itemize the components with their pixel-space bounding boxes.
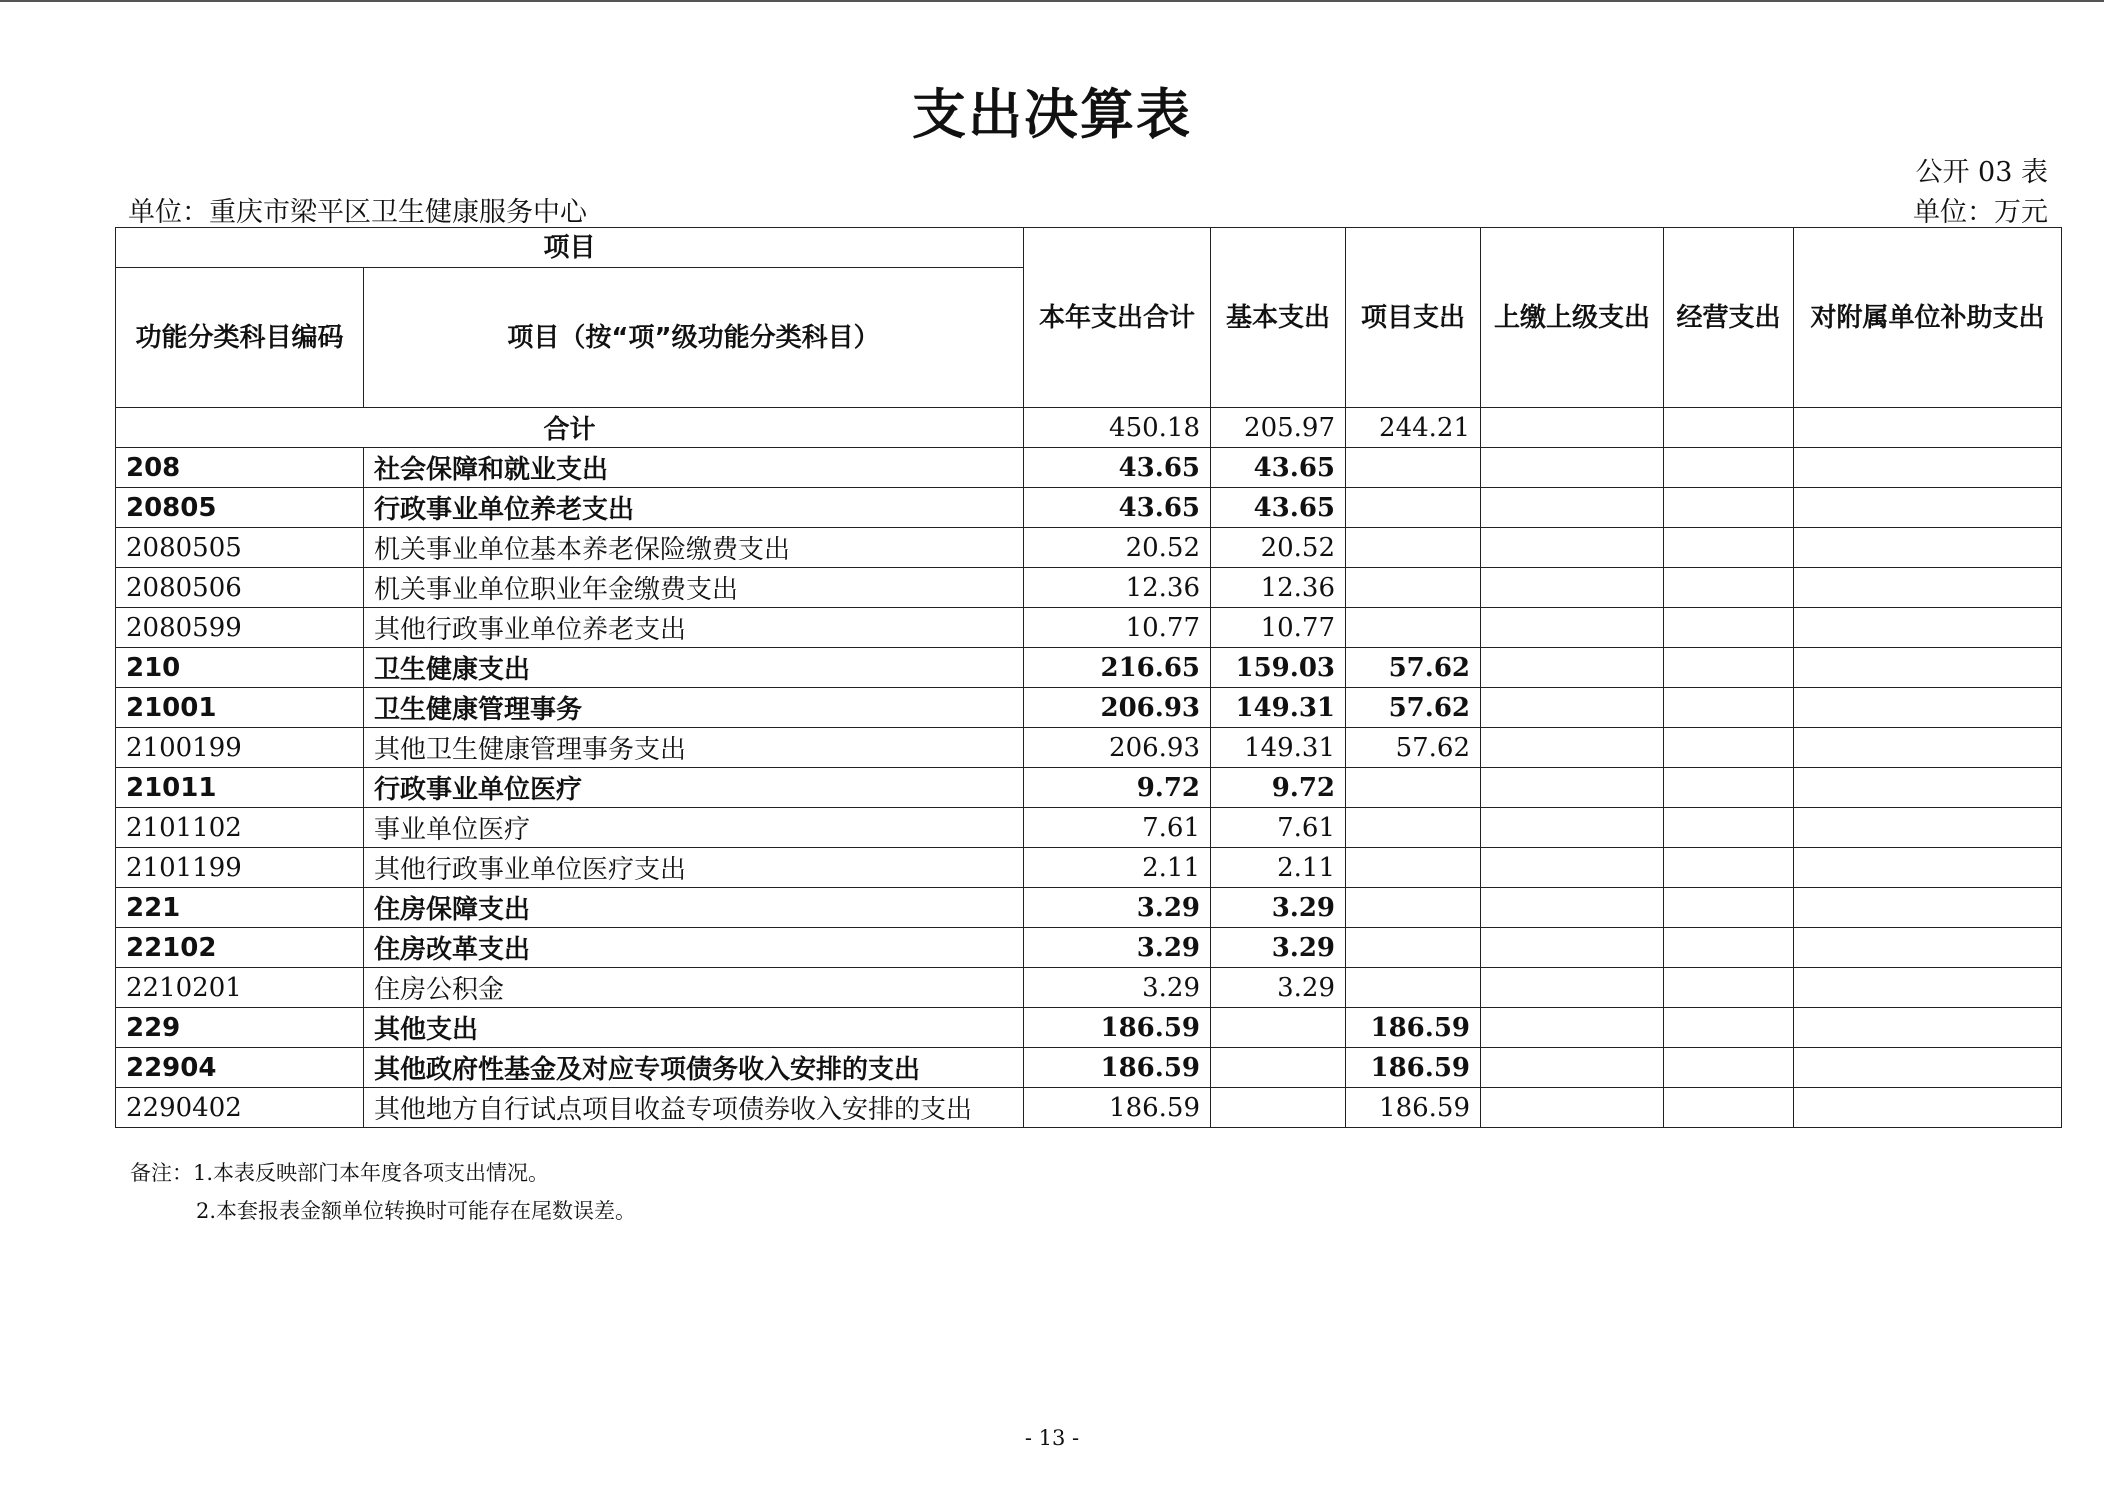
row-subsidy [1794,608,2062,648]
table-row [116,608,2062,648]
row-subsidy [1794,1008,2062,1048]
row-basic: 10.77 [1211,608,1346,648]
row-basic: 149.31 [1211,688,1346,728]
header-upper: 上缴上级支出 [1481,228,1664,408]
table-row [116,848,2062,888]
row-project [1346,968,1481,1008]
row-business [1664,848,1794,888]
row-project: 186.59 [1346,1008,1481,1048]
row-subsidy [1794,728,2062,768]
row-name: 其他卫生健康管理事务支出 [364,728,1024,768]
row-project: 57.62 [1346,648,1481,688]
header-name: 项目（按“项”级功能分类科目） [364,268,1024,408]
row-upper [1481,648,1664,688]
row-code: 2100199 [116,728,364,768]
row-subsidy [1794,1088,2062,1128]
row-total: 3.29 [1024,888,1211,928]
row-total: 206.93 [1024,688,1211,728]
row-upper [1481,1008,1664,1048]
row-basic [1211,1008,1346,1048]
row-total: 186.59 [1024,1088,1211,1128]
row-total: 9.72 [1024,768,1211,808]
row-basic: 149.31 [1211,728,1346,768]
row-project: 57.62 [1346,728,1481,768]
row-name: 其他支出 [364,1008,1024,1048]
row-name: 行政事业单位养老支出 [364,488,1024,528]
row-basic: 3.29 [1211,888,1346,928]
row-code: 2080599 [116,608,364,648]
row-project [1346,808,1481,848]
header-subsidy: 对附属单位补助支出 [1794,228,2062,408]
top-border-line [0,0,2104,2]
table-row [116,448,2062,488]
table-row [116,928,2062,968]
total-project: 244.21 [1346,408,1481,448]
row-business [1664,768,1794,808]
row-project: 57.62 [1346,688,1481,728]
header-business: 经营支出 [1664,228,1794,408]
row-business [1664,608,1794,648]
row-business [1664,1048,1794,1088]
row-code: 210 [116,648,364,688]
row-code: 21011 [116,768,364,808]
notes [130,1154,636,1230]
table-row [116,728,2062,768]
row-total: 10.77 [1024,608,1211,648]
row-name: 机关事业单位基本养老保险缴费支出 [364,528,1024,568]
row-project [1346,768,1481,808]
row-business [1664,568,1794,608]
row-name: 其他政府性基金及对应专项债务收入安排的支出 [364,1048,1024,1088]
row-code: 2080506 [116,568,364,608]
row-code: 208 [116,448,364,488]
unit-currency: 单位：万元 [1913,197,2048,228]
row-project [1346,928,1481,968]
row-basic: 12.36 [1211,568,1346,608]
row-business [1664,528,1794,568]
row-business [1664,1008,1794,1048]
row-upper [1481,1088,1664,1128]
row-upper [1481,608,1664,648]
expenditure-table [115,227,2062,1128]
row-basic: 9.72 [1211,768,1346,808]
row-total: 186.59 [1024,1048,1211,1088]
row-code: 2210201 [116,968,364,1008]
row-business [1664,928,1794,968]
row-business [1664,728,1794,768]
row-business [1664,968,1794,1008]
row-code: 229 [116,1008,364,1048]
total-total: 450.18 [1024,408,1211,448]
header-basic: 基本支出 [1211,228,1346,408]
row-project: 186.59 [1346,1048,1481,1088]
row-subsidy [1794,928,2062,968]
row-basic: 159.03 [1211,648,1346,688]
row-subsidy [1794,808,2062,848]
table-row [116,688,2062,728]
row-total: 206.93 [1024,728,1211,768]
row-name: 行政事业单位医疗 [364,768,1024,808]
row-subsidy [1794,528,2062,568]
row-project [1346,888,1481,928]
table-row [116,1088,2062,1128]
row-basic: 3.29 [1211,968,1346,1008]
header-project-group: 项目 [116,228,1024,268]
total-subsidy [1794,408,2062,448]
row-business [1664,488,1794,528]
row-upper [1481,728,1664,768]
row-business [1664,448,1794,488]
row-name: 住房保障支出 [364,888,1024,928]
row-upper [1481,528,1664,568]
row-code: 2101199 [116,848,364,888]
row-total: 2.11 [1024,848,1211,888]
row-name: 其他行政事业单位医疗支出 [364,848,1024,888]
header-code: 功能分类科目编码 [116,268,364,408]
row-upper [1481,568,1664,608]
table-row [116,808,2062,848]
row-code: 22102 [116,928,364,968]
row-code: 221 [116,888,364,928]
row-total: 3.29 [1024,968,1211,1008]
row-project [1346,488,1481,528]
row-subsidy [1794,488,2062,528]
table-row [116,768,2062,808]
row-project [1346,568,1481,608]
row-basic [1211,1048,1346,1088]
row-upper [1481,848,1664,888]
row-business [1664,808,1794,848]
table-row [116,648,2062,688]
row-name: 社会保障和就业支出 [364,448,1024,488]
row-name: 卫生健康管理事务 [364,688,1024,728]
row-code: 2290402 [116,1088,364,1128]
total-upper [1481,408,1664,448]
row-subsidy [1794,768,2062,808]
row-total: 43.65 [1024,448,1211,488]
row-project [1346,448,1481,488]
row-project [1346,848,1481,888]
row-name: 住房公积金 [364,968,1024,1008]
total-row [116,408,2062,448]
row-subsidy [1794,568,2062,608]
row-subsidy [1794,648,2062,688]
table-row [116,528,2062,568]
row-name: 事业单位医疗 [364,808,1024,848]
row-total: 3.29 [1024,928,1211,968]
row-project [1346,608,1481,648]
row-upper [1481,1048,1664,1088]
row-code: 2080505 [116,528,364,568]
row-subsidy [1794,448,2062,488]
table-row [116,488,2062,528]
row-project: 186.59 [1346,1088,1481,1128]
row-total: 20.52 [1024,528,1211,568]
row-total: 186.59 [1024,1008,1211,1048]
row-name: 住房改革支出 [364,928,1024,968]
table-row [116,1048,2062,1088]
row-total: 12.36 [1024,568,1211,608]
header-project: 项目支出 [1346,228,1481,408]
page-title: 支出决算表 [912,82,1192,146]
row-upper [1481,808,1664,848]
table-row [116,888,2062,928]
row-total: 43.65 [1024,488,1211,528]
note-line-2: 2.本套报表金额单位转换时可能存在尾数误差。 [196,1199,637,1223]
table-row [116,968,2062,1008]
row-basic: 20.52 [1211,528,1346,568]
row-subsidy [1794,848,2062,888]
page-number: - 13 - [1024,1426,1080,1450]
row-code: 20805 [116,488,364,528]
row-upper [1481,448,1664,488]
unit-organization: 单位：重庆市梁平区卫生健康服务中心 [128,197,587,228]
row-business [1664,688,1794,728]
table-row [116,568,2062,608]
row-subsidy [1794,968,2062,1008]
total-label: 合计 [116,408,1024,448]
row-upper [1481,888,1664,928]
note-line-1: 备注：1.本表反映部门本年度各项支出情况。 [130,1161,550,1185]
row-upper [1481,688,1664,728]
row-basic: 2.11 [1211,848,1346,888]
row-total: 216.65 [1024,648,1211,688]
row-upper [1481,768,1664,808]
row-basic [1211,1088,1346,1128]
row-upper [1481,968,1664,1008]
form-number: 公开 03 表 [1915,157,2048,188]
row-name: 其他地方自行试点项目收益专项债券收入安排的支出 [364,1088,1024,1128]
row-basic: 3.29 [1211,928,1346,968]
row-subsidy [1794,688,2062,728]
row-name: 机关事业单位职业年金缴费支出 [364,568,1024,608]
row-basic: 43.65 [1211,448,1346,488]
row-business [1664,1088,1794,1128]
row-subsidy [1794,888,2062,928]
header-total: 本年支出合计 [1024,228,1211,408]
row-business [1664,648,1794,688]
total-business [1664,408,1794,448]
row-total: 7.61 [1024,808,1211,848]
row-code: 21001 [116,688,364,728]
row-project [1346,528,1481,568]
row-name: 卫生健康支出 [364,648,1024,688]
total-basic: 205.97 [1211,408,1346,448]
row-upper [1481,928,1664,968]
row-name: 其他行政事业单位养老支出 [364,608,1024,648]
row-subsidy [1794,1048,2062,1088]
row-basic: 43.65 [1211,488,1346,528]
table-row [116,1008,2062,1048]
row-business [1664,888,1794,928]
row-upper [1481,488,1664,528]
row-basic: 7.61 [1211,808,1346,848]
row-code: 2101102 [116,808,364,848]
row-code: 22904 [116,1048,364,1088]
